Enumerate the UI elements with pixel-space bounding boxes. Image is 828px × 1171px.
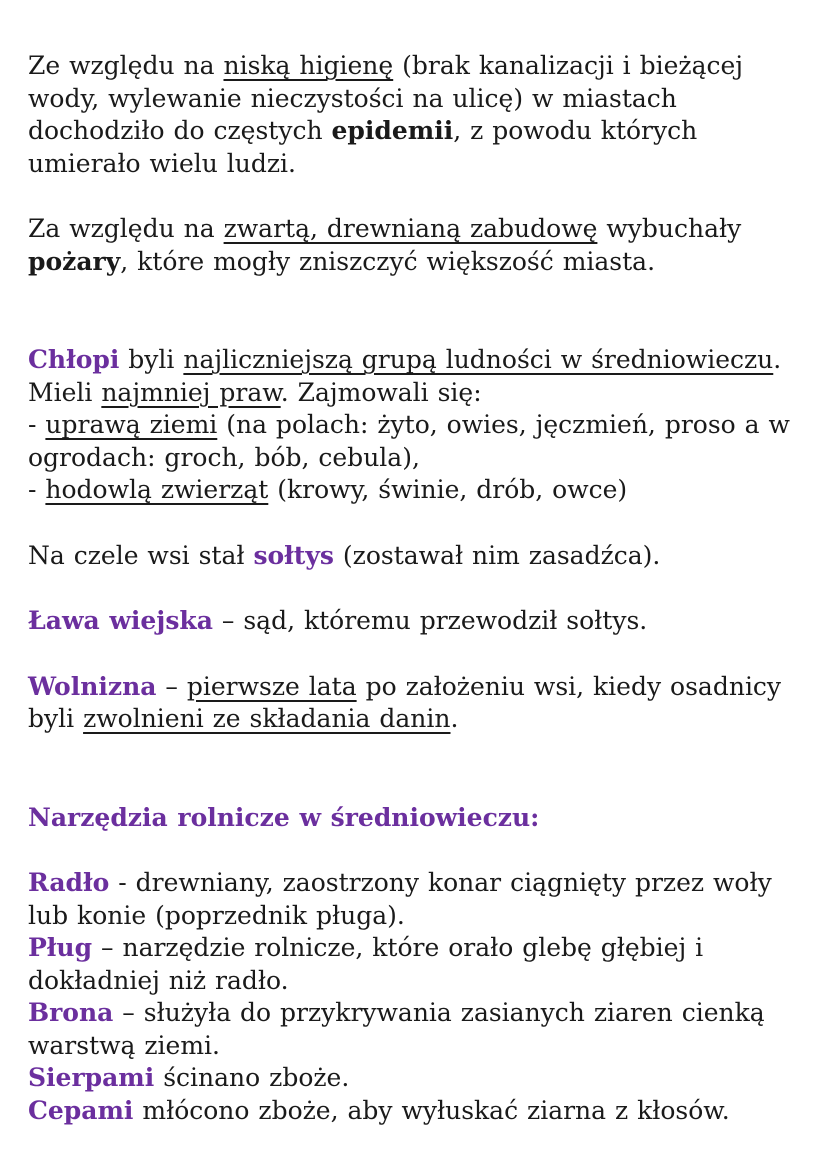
text: młócono zboże, aby wyłuskać ziarna z kłosów. bbox=[133, 1095, 730, 1125]
term-highlight: Brona bbox=[28, 998, 114, 1027]
text: (brak kanalizacji i bieżącej wody, wylewanie nieczystości na ulicę) w miastach dochodziło do częstych bbox=[28, 51, 744, 145]
text: . Mieli bbox=[28, 345, 782, 407]
underlined-phrase: najmniej praw bbox=[101, 377, 281, 407]
text: po założeniu wsi, kiedy osadnicy byli bbox=[28, 671, 782, 733]
underlined-phrase: pierwsze lata bbox=[186, 671, 357, 701]
underlined-phrase: niską higienę bbox=[223, 51, 394, 80]
text: , z powodu których umierało wielu ludzi. bbox=[28, 116, 698, 178]
bold-term: epidemii bbox=[331, 116, 454, 145]
term-highlight: Cepami bbox=[28, 1095, 134, 1125]
term-highlight: Chłopi bbox=[28, 345, 120, 374]
term-highlight: Sierpami bbox=[28, 1063, 155, 1092]
text: Ze względu na bbox=[28, 51, 224, 80]
term-highlight: sołtys bbox=[253, 540, 334, 570]
text: – narzędzie rolnicze, które orało glebę głębiej i dokładniej niż radło. bbox=[28, 933, 704, 995]
text: , które mogły zniszczyć większość miasta. bbox=[120, 246, 656, 276]
paragraph-lawa bbox=[28, 605, 800, 638]
bold-term: pożary bbox=[28, 246, 121, 276]
text: (zostawał nim zasadźca). bbox=[333, 540, 661, 570]
text: ścinano zboże. bbox=[154, 1063, 350, 1092]
underlined-phrase: zwolnieni ze składania danin bbox=[83, 704, 451, 733]
text: Na czele wsi stał bbox=[28, 540, 254, 570]
term-highlight: Radło bbox=[28, 868, 110, 897]
underlined-phrase: hodowlą zwierząt bbox=[45, 475, 269, 504]
text: byli bbox=[119, 345, 184, 374]
underlined-phrase: najliczniejszą grupą ludności w średniowieczu bbox=[183, 345, 774, 374]
text: – bbox=[156, 671, 187, 701]
list-dash: - bbox=[28, 410, 46, 439]
text: Za względu na bbox=[28, 214, 224, 243]
paragraph-wolnizna bbox=[28, 671, 800, 736]
list-dash: - bbox=[28, 475, 46, 504]
underlined-phrase: zwartą, drewnianą zabudowę bbox=[223, 214, 598, 243]
tools-list bbox=[28, 867, 800, 1127]
text: - drewniany, zaostrzony konar ciągnięty przez woły lub konie (poprzednik pługa). bbox=[28, 868, 772, 930]
term-highlight: Pług bbox=[28, 933, 93, 962]
text: (krowy, świnie, drób, owce) bbox=[268, 475, 628, 504]
term-highlight: Wolnizna bbox=[28, 671, 157, 701]
text: wybuchały bbox=[597, 214, 742, 243]
text: . bbox=[450, 704, 459, 733]
paragraph-fires bbox=[28, 213, 800, 278]
text: – sąd, któremu przewodził sołtys. bbox=[212, 606, 648, 635]
text: . Zajmowali się: bbox=[280, 377, 482, 407]
underlined-phrase: uprawą ziemi bbox=[45, 410, 218, 439]
term-highlight: Ława wiejska bbox=[28, 606, 213, 635]
text: (na polach: żyto, owies, jęczmień, proso a w ogrodach: groch, bób, cebula), bbox=[28, 410, 790, 472]
paragraph-hygiene bbox=[28, 50, 800, 180]
section-heading: Narzędzia rolnicze w średniowieczu: bbox=[28, 802, 540, 832]
text: – służyła do przykrywania zasianych ziaren cienką warstwą ziemi. bbox=[28, 998, 765, 1060]
paragraph-soltys bbox=[28, 540, 800, 573]
paragraph-peasants bbox=[28, 344, 800, 507]
